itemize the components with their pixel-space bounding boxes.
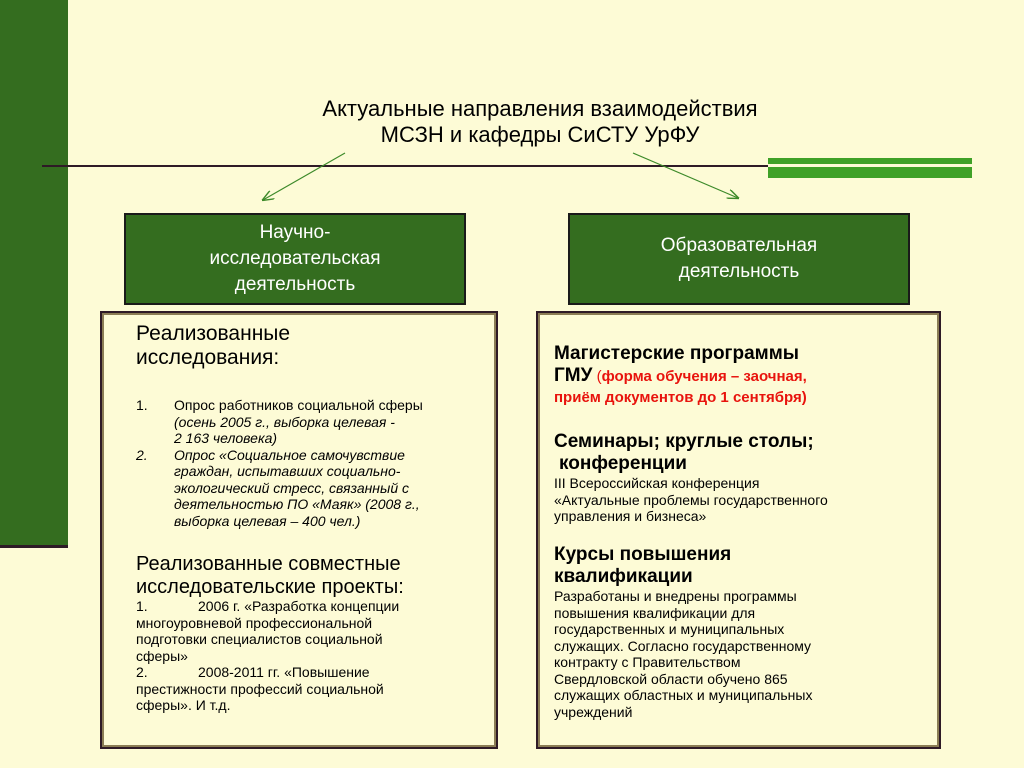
courses-title-line-1: Курсы повышения: [554, 544, 732, 565]
slide-title-line-1: Актуальные направления взаимодействия: [322, 96, 758, 121]
seminars-text: управления и бизнеса»: [554, 508, 707, 524]
list-item-text: выборка целевая – 400 чел.): [174, 512, 361, 529]
list-item-text: Опрос работников социальной сферы: [174, 397, 423, 413]
completed-research-heading-line-1: Реализованные: [136, 322, 291, 345]
courses-text: контракту с Правительством: [554, 654, 741, 670]
courses-block: [554, 544, 929, 720]
seminars-text: III Всероссийская конференция: [554, 475, 760, 491]
joint-projects-heading-line-2: исследовательские проекты:: [136, 576, 404, 598]
list-item-text: 2006 г. «Разработка концепции: [198, 598, 400, 614]
courses-text: служащих областных и муниципальных: [554, 687, 813, 703]
list-item-number: 2.: [136, 664, 148, 680]
list-item: [136, 598, 476, 664]
list-item-text: граждан, испытавших социально-: [174, 463, 401, 479]
left-decorative-band: [0, 0, 68, 545]
slide-title-line-2: МСЗН и кафедры СиСТУ УрФУ: [380, 122, 700, 147]
left-band-rule: [0, 545, 68, 548]
list-item-text: Опрос «Социальное самочувствие: [174, 446, 405, 463]
masters-paren: (: [592, 368, 602, 385]
list-item-text: деятельностью ПО «Маяк» (2008 г.,: [174, 496, 420, 512]
research-header-line-2: исследовательская: [209, 248, 381, 269]
research-header-line-1: Научно-: [259, 222, 331, 243]
joint-projects-heading-line-1: Реализованные совместные: [136, 553, 401, 575]
arrow-left: [263, 153, 345, 200]
masters-admission-deadline: приём документов до 1 сентября): [554, 389, 807, 406]
list-item-text: 2008-2011 гг. «Повышение: [198, 664, 370, 680]
research-list: [136, 397, 486, 529]
courses-text: повышения квалификации для: [554, 604, 756, 621]
joint-projects-heading: [136, 553, 404, 599]
education-header-line-2: деятельность: [678, 261, 800, 282]
research-activity-header: [124, 213, 466, 305]
seminars-title-line-1: Семинары; круглые столы;: [554, 431, 814, 452]
courses-text: служащих. Согласно государственному: [554, 637, 812, 654]
list-item-text: сферы»: [136, 647, 188, 664]
seminars-block: [554, 431, 929, 525]
projects-list: [136, 598, 476, 714]
list-item-text: (осень 2005 г., выборка целевая -: [174, 413, 395, 430]
courses-text: Свердловской области обучено 865: [554, 670, 788, 687]
green-accent-gap: [768, 164, 972, 167]
completed-research-heading-line-2: исследования:: [136, 346, 280, 369]
list-item: [136, 447, 486, 530]
list-item-text: престижности профессий социальной: [136, 680, 384, 697]
education-activity-header: [568, 213, 910, 305]
education-header-line-1: Образовательная: [660, 235, 818, 256]
arrow-right: [633, 153, 738, 198]
list-item-text: 2 163 человека): [174, 430, 278, 446]
courses-text: Разработаны и внедрены программы: [554, 588, 797, 604]
list-item: [136, 397, 486, 447]
list-item-text: многоуровневой профессиональной: [136, 614, 373, 631]
seminars-title-line-2: конференции: [559, 453, 687, 474]
masters-programs-block: [554, 343, 929, 408]
courses-title-line-2: квалификации: [554, 566, 693, 587]
masters-title-line-1: Магистерские программы: [554, 343, 799, 364]
list-item-number: 2.: [136, 446, 148, 463]
list-item-text: сферы». И т.д.: [136, 697, 231, 713]
list-item-text: экологический стресс, связанный с: [174, 479, 409, 496]
slide-title: [230, 96, 850, 148]
seminars-text: «Актуальные проблемы государственного: [554, 491, 828, 508]
list-item-number: 1.: [136, 397, 148, 413]
list-item: [136, 664, 476, 714]
list-item-text: подготовки специалистов социальной: [136, 631, 383, 647]
research-header-line-3: деятельность: [234, 274, 356, 295]
courses-text: государственных и муниципальных: [554, 621, 785, 637]
list-item-number: 1.: [136, 598, 148, 614]
masters-study-form: форма обучения – заочная,: [601, 368, 807, 385]
completed-research-heading: [136, 322, 290, 370]
masters-title-line-2: ГМУ: [554, 365, 593, 386]
green-accent-bar: [768, 158, 972, 178]
courses-text: учреждений: [554, 703, 633, 720]
